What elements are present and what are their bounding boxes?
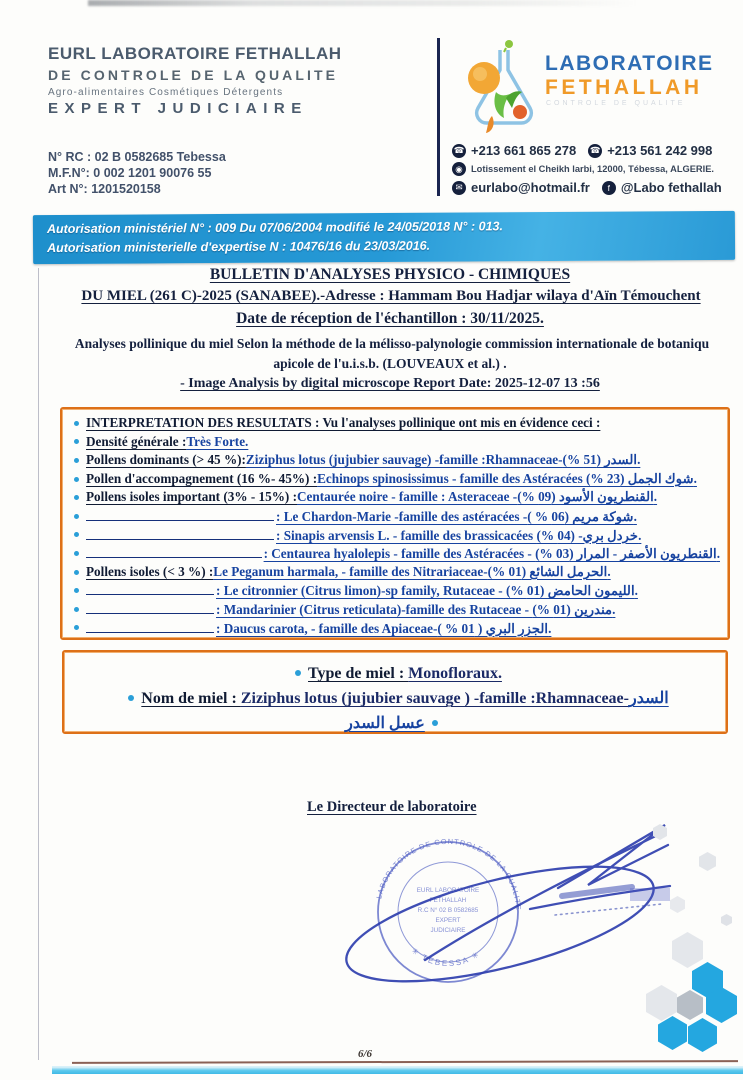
result-text: INTERPRETATION DES RESULTATS : Vu l'analyses pollinique ont mis en évidence ceci : <box>86 415 601 430</box>
svg-text:LABORATOIRE DE CONTROLE DE LA: LABORATOIRE DE CONTROLE DE LA QUALITE <box>374 836 524 911</box>
phone-number-2: +213 561 242 998 <box>607 143 713 158</box>
bullet-icon <box>74 551 79 556</box>
bullet-icon <box>74 625 79 630</box>
result-line <box>72 564 720 583</box>
svg-text:✳ TEBESSA ✳: ✳ TEBESSA ✳ <box>409 946 483 969</box>
result-value: Centaurée noire - famille : Asteraceae -القنطريون الأسود (09 %). <box>296 489 658 505</box>
result-value: : Centaurea hyalolepis - famille des Astéracées - القنطريون الأصفر - المرار (03 %). <box>263 546 720 562</box>
hexagon-icon <box>653 824 667 840</box>
honey-type-value: Monofloraux. <box>408 665 502 682</box>
result-line <box>72 582 720 601</box>
phone-icon: ☎ <box>452 144 466 158</box>
reception-date-line: Date de réception de l'échantillon : 30/11/2025. <box>236 310 544 327</box>
authorization-line-1: Autorisation ministériel N° : 009 Du 07/06/2004 modifié le 24/05/2018 N° : 013. <box>46 219 504 237</box>
bullet-icon <box>74 458 79 463</box>
bullet-icon <box>74 439 79 444</box>
subject-line: DU MIEL (261 C)-2025 (SANABEE).-Adresse : Hammam Bou Hadjar wilaya d'Aïn Témouchent <box>81 288 701 304</box>
authorization-banner <box>33 211 735 264</box>
hexagon-icon <box>670 896 685 913</box>
bullet-icon <box>74 495 79 500</box>
blank-line <box>86 527 274 540</box>
result-line <box>72 508 720 527</box>
bullet-icon <box>128 695 134 701</box>
result-text: Pollens dominants (> 45 %): <box>86 452 246 468</box>
hexagon-icon <box>677 990 703 1020</box>
blank-line <box>86 582 214 595</box>
result-line <box>72 545 720 564</box>
hexagon-icon <box>699 852 716 871</box>
address: Lotissement el Cheikh larbi, 12000, Tébessa, ALGERIE. <box>471 164 715 174</box>
result-line <box>72 489 720 508</box>
honey-name-label: Nom de miel : <box>141 690 241 707</box>
honey-name-line <box>64 686 726 711</box>
svg-text:JUDICIAIRE: JUDICIAIRE <box>430 927 466 934</box>
round-stamp-icon <box>374 837 523 982</box>
result-value: : Mandarinier (Citrus reticulata)-famille des Rutaceae - مندرين (01 %). <box>216 601 616 617</box>
result-text: Pollens isoles (< 3 %) : <box>86 563 214 579</box>
bullet-icon <box>74 477 79 482</box>
page-number: 6/6 <box>358 1048 373 1060</box>
mfn-number: M.F.N°: 0 002 1201 90076 55 <box>48 166 212 180</box>
honey-name-arabic: السدر <box>628 690 669 707</box>
company-subtitle: DE CONTROLE DE LA QUALITE <box>48 67 339 83</box>
rc-number: N° RC : 02 B 0582685 Tebessa <box>48 150 226 164</box>
flask-logo-icon <box>462 40 542 135</box>
hexagon-icon <box>688 1018 717 1052</box>
blank-line <box>86 601 214 614</box>
bullet-icon <box>295 670 301 676</box>
expert-line: EXPERT JUDICIAIRE <box>48 100 308 117</box>
bullet-icon <box>74 570 79 575</box>
svg-text:EXPERT: EXPERT <box>435 917 461 924</box>
report-date-line: - Image Analysis by digital microscope Report Date: 2025-12-07 13 :56 <box>180 376 600 391</box>
bullet-icon <box>74 532 79 537</box>
bullet-icon <box>74 421 79 426</box>
facebook-icon: f <box>602 181 616 195</box>
result-value: : Le Chardon-Marie -famille des astéracées -شوكة مريم (06 % ). <box>276 508 637 524</box>
result-line <box>72 415 720 434</box>
result-line <box>72 620 720 639</box>
email-address: eurlabo@hotmail.fr <box>471 180 590 195</box>
hexagon-icon <box>721 914 732 926</box>
scan-fold-line <box>38 268 39 1060</box>
result-value: : Sinapis arvensis L. - famille des brassicacées خردل بري- (04 %). <box>276 527 642 543</box>
honey-type-label: Type de miel : <box>308 665 409 682</box>
result-line <box>72 527 720 546</box>
art-number: Art N°: 1201520158 <box>48 182 161 196</box>
svg-text:R.C N° 02 B 0582685: R.C N° 02 B 0582685 <box>417 907 479 914</box>
phone-number-1: +213 661 865 278 <box>471 143 577 158</box>
result-value: Le Peganum harmala, - famille des Nitrariaceae-الحرمل الشائع (01 %). <box>213 563 611 579</box>
handwritten-signature <box>336 825 670 1005</box>
company-name: EURL LABORATOIRE FETHALLAH <box>48 44 342 63</box>
blank-line <box>86 620 214 633</box>
result-line <box>72 434 720 453</box>
brand-name-fethallah: FETHALLAH <box>545 76 703 99</box>
company-activities: Agro-alimentaires Cosmétiques Détergents <box>48 87 284 98</box>
header-divider <box>437 38 440 196</box>
email-icon: ✉ <box>452 181 466 195</box>
phone-icon: ☎ <box>588 144 602 158</box>
honey-name-value: Ziziphus lotus (jujubier sauvage ) -famille :Rhamnaceae- <box>240 690 629 707</box>
honey-type-line <box>64 661 726 686</box>
result-value: Ziziphus lotus (jujubier sauvage) -famille :Rhamnaceae-السدر (51 %). <box>245 452 641 468</box>
result-text: Pollen d'accompagnement (16 %- 45%) : <box>86 470 318 486</box>
honey-arabic-line <box>64 711 726 736</box>
hexagon-icon <box>672 932 703 968</box>
brand-tagline: CONTROLE DE QUALITE <box>546 100 686 107</box>
bullet-icon <box>74 514 79 519</box>
honey-arabic-text: عسل السدر <box>345 715 425 732</box>
result-value: : Daucus carota, - famille des Apiaceae-الجزر البري ( 01 % ). <box>216 620 552 636</box>
svg-text:FETHALLAH: FETHALLAH <box>429 897 467 904</box>
result-value: : Le citronnier (Citrus limon)-sp family, Rutaceae - الليمون الحامض (01 %). <box>216 583 638 599</box>
method-line-1: Analyses pollinique du miel Selon la méthode de la mélisso-palynologie commission internationale de botaniqu <box>74 336 710 351</box>
authorization-line-2: Autorisation ministerielle d'expertise N : 10476/16 du 23/03/2016. <box>47 238 431 256</box>
result-line <box>72 452 720 471</box>
result-text: Densité générale : <box>86 433 187 449</box>
honey-type-box <box>62 650 728 734</box>
result-line <box>72 471 720 490</box>
result-text: Pollens isoles important (3% - 15%) : <box>86 489 297 505</box>
bullet-icon <box>74 588 79 593</box>
stamp-and-signature <box>330 812 675 1012</box>
hexagon-icon <box>658 1016 687 1050</box>
bulletin-title: BULLETIN D'ANALYSES PHYSICO - CHIMIQUES <box>209 266 571 283</box>
bullet-icon <box>74 607 79 612</box>
blank-line <box>86 545 262 558</box>
contact-block <box>452 143 722 199</box>
brand-name-laboratoire: LABORATOIRE <box>545 52 714 75</box>
bullet-icon <box>432 720 438 726</box>
svg-text:EURL LABORATOIRE: EURL LABORATOIRE <box>416 887 480 894</box>
result-value: Très Forte. <box>186 433 249 449</box>
hexagon-icon <box>646 985 677 1021</box>
footer-cyan-bar <box>52 1066 743 1074</box>
hexagon-decoration <box>632 812 743 1067</box>
blank-line <box>86 508 274 521</box>
method-line-2: apicole de l'u.i.s.b. (LOUVEAUX et al.) . <box>273 356 507 371</box>
result-value: Echinops spinosissimus - famille des Astéracées شوك الجمل (23 %). <box>317 470 697 486</box>
facebook-handle: @Labo fethallah <box>620 180 722 195</box>
results-box <box>60 407 730 640</box>
location-icon: ◉ <box>452 162 466 176</box>
result-line <box>72 601 720 620</box>
director-title: Le Directeur de laboratoire <box>307 799 477 815</box>
scan-artifact <box>88 0 638 6</box>
